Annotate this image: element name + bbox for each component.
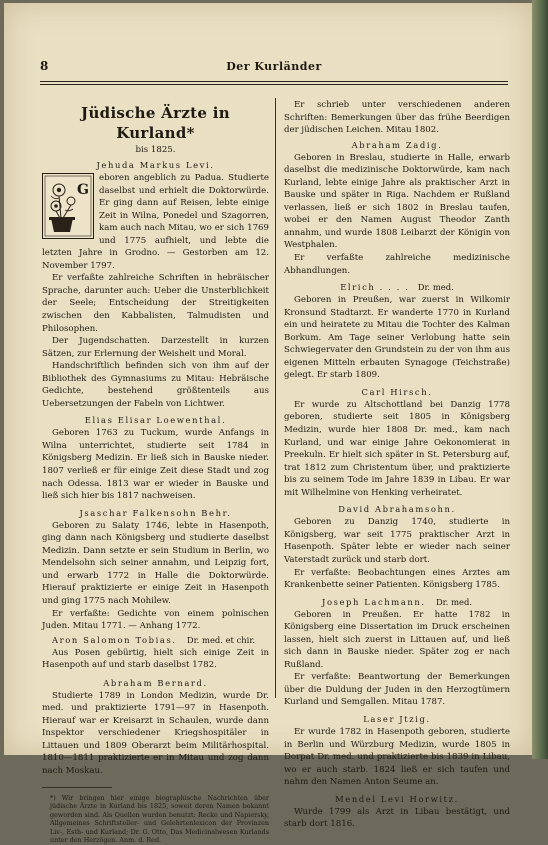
- entry-paragraph: Geboren 1763 zu Tuckum, wurde Anfangs in Wilna unterrichtet, studierte seit 1784 in Königsberg Medizin. Er ließ sich in Bauske nieder. 1807 verließ er für einige Zeit diese Stadt und zog nach Odessa. 1813 war er wieder in Bauske und ließ sich hier bis 1817 nachweisen.: [42, 428, 269, 502]
- dropcap-letter: G: [77, 182, 89, 198]
- entry-name: Jehuda Markus Levi.: [96, 160, 215, 170]
- entry-degree: Dr. med.: [435, 596, 472, 607]
- page-header: [40, 59, 508, 79]
- entry-paragraph: Der Jugendschatten. Darzestellt in kurzen Sätzen, zur Erlernung der Weisheit und Moral.: [42, 336, 269, 359]
- entry-paragraph: Er verfaßte zahlreiche medizinische Abhandlungen.: [284, 253, 510, 276]
- entry-paragraph: Geboren in Breslau, studierte in Halle, erwarb daselbst die medizinische Doktorwürde, kam nach Kurland, lebte einige Jahre als praktischer Arzt in Bauske und später in Riga. Nachdem er Rußland verlassen, ließ er sich 1802 in Breslau taufen, wobei er den Namen August Theodor Zanth annahm, und wurde 1808 Leibarzt der Königin von Westphalen.: [284, 152, 510, 251]
- article-subtitle: bis 1825.: [135, 145, 176, 155]
- entry-paragraph: Er verfaßte zahlreiche Schriften in hebräischer Sprache, darunter auch: Ueber die Unsterblichkeit der Seele; Entscheidung der Streitigkeiten zwischen den Kabbalisten, Talmudisten und Philosophen.: [42, 273, 269, 334]
- entry-name: Laser Jtzig.: [363, 713, 431, 724]
- entry-degree: Dr. med.: [417, 282, 454, 293]
- entry-name: David Abrahamsohn.: [338, 504, 456, 515]
- entry-degree: Dr. med. et chir.: [186, 634, 256, 645]
- entry-paragraph: Handschriftlich befinden sich von ihm auf der Bibliothek des Gymnasiums zu Mitau: Hebräische Gedichte, bestehend größtenteils aus Uebersetzungen der Fabeln von Lichtwer.: [42, 361, 269, 409]
- entry-paragraph: Geboren in Preußen. Er hatte 1782 in Königsberg eine Dissertation im Druck erscheinen lassen, hielt sich zuerst in Littauen auf, und ließ sich dann in Bauske nieder. Später zog er nach Rußland.: [284, 609, 510, 670]
- entry-name: Elrich . . . .: [340, 282, 410, 293]
- entry-paragraph: Er wurde 1782 in Hasenpoth geboren, studierte in Berlin und Würzburg Medizin, wurde 1805 in Dorpat Dr. med. und praktizierte bis 1839 in Libau, wo er auch starb. 1824 ließ er sich taufen und nahm den Namen Anton Seume an.: [284, 726, 510, 788]
- dropcap: [42, 173, 94, 239]
- entry-name: Elias Elisar Loewenthal.: [84, 415, 227, 426]
- entry-paragraph: Geboren zu Salaty 1746, lebte in Hasenpoth, ging dann nach Königsberg und studierte daselbst Medizin. Dann setzte er sein Studium in Berlin, wo Mendelsohn sich seiner annahm, und Leipzig fort, und erwarb 1772 in Halle die Doktorwürde. Hierauf praktizierte er einige Zeit in Hasenpoth und ging 1775 nach Mohilew.: [42, 520, 269, 606]
- entry-levi: [42, 172, 269, 410]
- book-edge: [532, 0, 548, 759]
- entry-paragraph: Studierte 1789 in London Medizin, wurde Dr. med. und praktizierte 1791—97 in Hasenpoth. Hierauf war er Kreisarzt in Schaulen, wurde dann Inspektor verschiedener Kriegshospitäler in Littauen und 1809 Oberarzt beim Militärhospital. 1810—1811 praktizierte er in Mitau und zog dann nach Moskau.: [42, 690, 269, 776]
- page-number: 8: [40, 59, 49, 73]
- entry-name-inline: [284, 280, 510, 294]
- entry-paragraph: Geboren zu Danzig 1740, studierte in Königsberg, war seit 1775 praktischer Arzt in Hasenpoth. Später lebte er wieder nach seiner Vaterstadt zurück und starb dort.: [284, 517, 510, 565]
- header-rule: [40, 81, 508, 82]
- entry-paragraph: Wurde 1799 als Arzt in Libau bestätigt, und starb dort 1816.: [284, 806, 510, 830]
- entry-name-inline: [42, 633, 269, 647]
- flower-pot-icon: [43, 174, 93, 238]
- entry-name: Jsaschar Falkensohn Behr.: [79, 507, 232, 518]
- entry-paragraph: Aus Posen gebürtig, hielt sich einige Zeit in Hasenpoth auf und starb daselbst 1782.: [42, 647, 269, 671]
- header-rule-thin: [40, 84, 508, 85]
- column-divider: [275, 98, 276, 698]
- page: [4, 3, 532, 845]
- entry-name: Carl Hirsch.: [361, 386, 433, 397]
- entry-name: Aron Salomon Tobias.: [52, 634, 177, 645]
- footnote-rule: [42, 787, 112, 788]
- entry-paragraph: Er verfaßte: Beantwortung der Bemerkungen über die Duldung der Juden in den Herzogtümern Kurland und Semgallen. Mitau 1787.: [284, 672, 510, 708]
- entry-paragraph: Geboren in Preußen, war zuerst in Wilkomir Kronsund Stadtarzt. Er wanderte 1770 in Kurland ein und heiratete zu Mitau die Tochter des Kalman Borkum. Am Tage seiner Verlobung hatte sein Schwiegervater den Grundstein zu der von ihm aus eigenen Mitteln erbauten Synagoge (Teichstraße) gelegt. Er starb 1809.: [284, 295, 510, 381]
- entry-name: Abraham Bernard.: [103, 677, 208, 688]
- right-column: [284, 99, 510, 831]
- footnote: *) Wir bringen hier einige biographische Nachrichten über jüdische Ärzte in Kurland bis 1825, soweit deren Namen bekannt geworden sind. Als Quellen wurden benutzt: Recke und Napiersky, Allgemeines Schriftsteller- und Gelehrtenlexicon der Provinzen Liv-, Esth- und Kurland; Dr. G. Otto, Das Medicinalwesen Kurlands unter den Herzögen. Anm. d. Red.: [50, 793, 269, 845]
- running-title: Der Kurländer: [226, 60, 322, 73]
- entry-paragraph: Er schrieb unter verschiedenen anderen Schriften: Bemerkungen über das frühe Beerdigen der jüdischen Leichen. Mitau 1802.: [284, 100, 510, 136]
- entry-paragraph: eboren angeblich zu Padua. Studierte daselbst und erhielt die Doktorwürde. Er ging dann auf Reisen, lebte einige Zeit in Wilna, Ponedel und Szagorren, kam auch nach Mitau, wo er sich 1769 und 1775 aufhielt, und lebte die letzten Jahre in Grodno. — Gestorben am 12. November 1797.: [42, 173, 269, 271]
- left-column: [42, 99, 269, 845]
- entry-paragraph: Er wurde zu Altschottland bei Danzig 1778 geboren, studierte seit 1805 in Königsberg Medizin, wurde hier 1808 Dr. med., kam nach Kurland, und war einige Jahre Oekonomierat in Preekuln. Er hielt sich später in St. Petersburg auf, trat 1812 zum Christentum über, und praktizierte bis zu seinem Tode im Jahre 1839 in Libau. Er war mit Wilhelmine von Henking verheiratet.: [284, 399, 510, 498]
- entry-name: Abraham Zadig.: [351, 139, 443, 150]
- entry-paragraph: Er verfaßte: Beobachtungen eines Arztes am Krankenbette seiner Patienten. Königsberg 1785.: [284, 567, 510, 591]
- article-title: Jüdische Ärzte in Kurland*: [81, 104, 230, 142]
- entry-name: Joseph Lachmann.: [321, 596, 426, 607]
- entry-name-inline: [284, 595, 510, 609]
- entry-name: Mendel Levi Horwitz.: [335, 793, 459, 804]
- entry-paragraph: Er verfaßte: Gedichte von einem polnischen Juden. Mitau 1771. — Anhang 1772.: [42, 608, 269, 632]
